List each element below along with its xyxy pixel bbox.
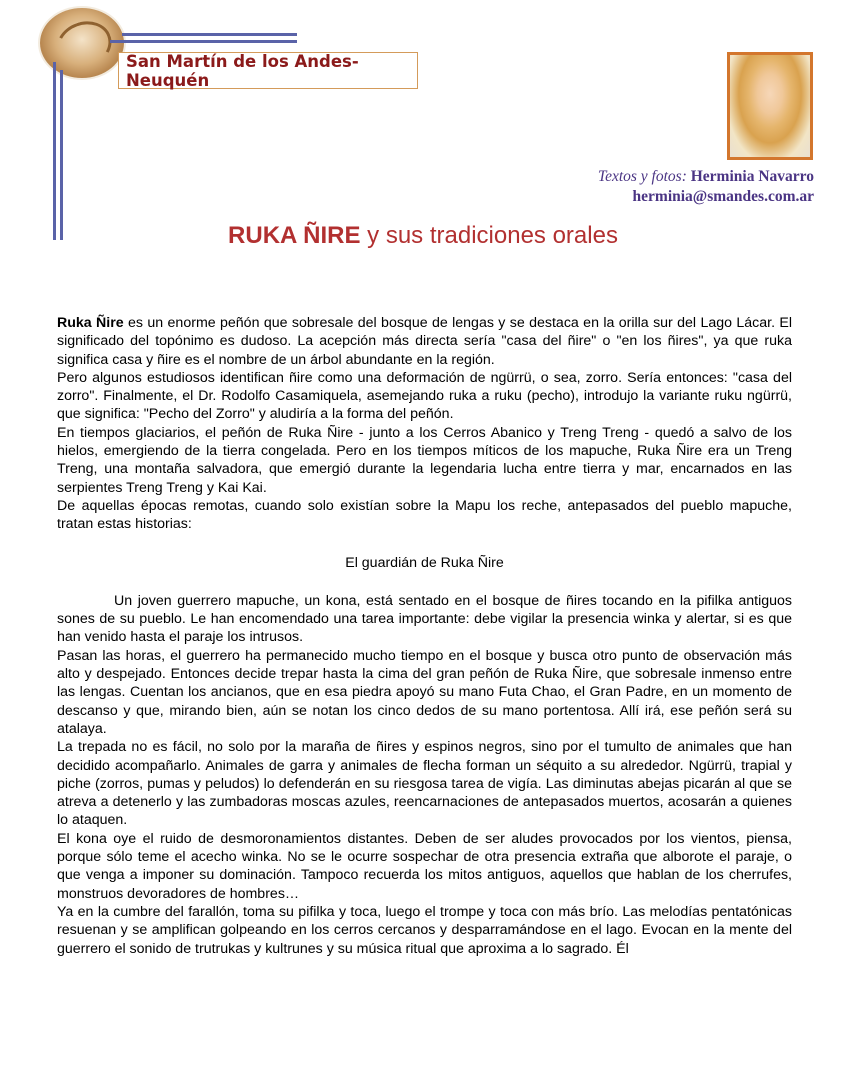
article-title <box>0 222 846 250</box>
paragraph: Pero algunos estudiosos identifican ñire como una deformación de ngürrü, o sea, zorro. Sería entonces: "casa del zorro". Finalmente, el Dr. Rodolfo Casamiquela, asemejando ruka a ruku (pecho), introdujo la variante ruku ngürrü, que significa: "Pecho del Zorro" y aludiría a la forma del peñón. <box>57 369 792 423</box>
title-rest: y sus tradiciones orales <box>360 222 618 249</box>
author-name: Herminia Navarro <box>690 168 814 185</box>
article-body <box>57 314 792 958</box>
author-portrait <box>730 55 810 157</box>
header-rule-top <box>122 33 297 36</box>
author-credit <box>598 167 814 207</box>
paragraph: Ruka Ñire es un enorme peñón que sobresale del bosque de lengas y se destaca en la orilla sur del Lago Lácar. El significado del topónimo es dudoso. La acepción más directa sería "casa del ñire" o "en los ñires", ya que ruka significa casa y ñire es el nombre de un árbol abundante en la región. <box>57 315 793 368</box>
paragraph: Ya en la cumbre del farallón, toma su pifilka y toca, luego el trompe y toca con más brío. Las melodías pentatónicas resuenan y se amplifican golpeando en los cerros cercanos y desparramándose en el lago. Evocan en la mente del guerrero el sonido de trutrukas y kultrunes y su música ritual que aproxima a lo sagrado. Él <box>57 903 792 957</box>
paragraph: Pasan las horas, el guerrero ha permanecido mucho tiempo en el bosque y busca otro punto de observación más alto y despejado. Entonces decide trepar hasta la cima del gran peñón de Ruka Ñire, que sobresale inmenso entre las lengas. Cuentan los ancianos, que en esa piedra apoyó su mano Futa Chao, el Gran Padre, en un momento de descanso y que, mirando bien, aún se notan los cinco dedos de su mano portentosa. Allí irá, ese peñón será su atalaya. <box>57 647 792 737</box>
story-subtitle: El guardián de Ruka Ñire <box>345 554 504 571</box>
credit-label: Textos y fotos: <box>597 168 687 185</box>
paragraph: Un joven guerrero mapuche, un kona, está sentado en el bosque de ñires tocando en la pifilka antiguos sones de su pueblo. Le han encomendado una tarea importante: debe vigilar la presencia winka y alertar, si es que han venido hasta el paraje los intrusos. <box>57 592 792 646</box>
author-email[interactable]: herminia@smandes.com.ar <box>632 188 814 205</box>
author-photo <box>727 52 813 160</box>
title-bold: RUKA ÑIRE <box>228 222 361 249</box>
header-rule-vertical-outer <box>53 62 56 240</box>
lead-term: Ruka Ñire <box>57 315 124 331</box>
paragraph: La trepada no es fácil, no solo por la maraña de ñires y espinos negros, sino por el tumulto de animales que han decidido acompañarlo. Animales de garra y animales de flecha forman un séquito a su alrededor. Ngürrü, trapial y piche (zorros, pumas y peludos) lo defenderán en su riesgosa tarea de vigía. Las diminutas abejas picarán al que se atreva a detenerlo y las zumbadoras moscas azules, reencarnaciones de antepasados muertos, acosarán a quienes lo ataquen. <box>57 739 792 829</box>
header-rule-vertical-inner <box>60 70 63 240</box>
header-rule-second <box>110 40 297 43</box>
credit-line <box>598 167 814 187</box>
paragraph: En tiempos glaciarios, el peñón de Ruka Ñire - junto a los Cerros Abanico y Treng Treng - quedó a salvo de los hielos, emergiendo de la tierra congelada. Pero en los tiempos míticos de los mapuche, Ruka Ñire era un Treng Treng, una montaña salvadora, que emergió durante la legendaria lucha entre tierra y mar, encarnados en las serpientes Treng Treng y Kai Kai. <box>57 424 792 496</box>
location-label: San Martín de los Andes-Neuquén <box>118 52 418 89</box>
paragraph: El kona oye el ruido de desmoronamientos distantes. Deben de ser aludes provocados por los vientos, piensa, porque sólo teme el acecho winka. No se le ocurre sospechar de otra presencia extraña que alborote el paraje, o que venga a imponer su dominación. Tampoco recuerda los mitos antiguos, aquellos que hablan de los cherrufes, monstruos devoradores de hombres… <box>57 830 792 902</box>
paragraph: De aquellas épocas remotas, cuando solo existían sobre la Mapu los reche, antepasados del pueblo mapuche, tratan estas historias: <box>57 497 792 533</box>
